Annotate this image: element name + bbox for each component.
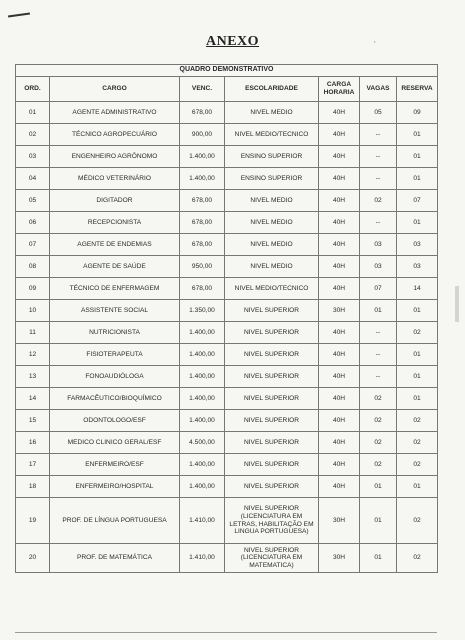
cell-ord: 12 — [16, 344, 50, 366]
cell-vagas: 01 — [360, 544, 397, 573]
cell-reserva: 01 — [397, 344, 438, 366]
cell-escolaridade: NIVEL MEDIO — [225, 212, 319, 234]
cell-carga: 30H — [319, 544, 360, 573]
cell-escolaridade: NIVEL SUPERIOR — [225, 322, 319, 344]
cell-cargo: FONOAUDIÓLOGA — [50, 366, 180, 388]
cell-cargo: ENFERMEIRO/ESF — [50, 454, 180, 476]
cell-cargo: FARMACÊUTICO/BIOQUÍMICO — [50, 388, 180, 410]
cell-ord: 08 — [16, 256, 50, 278]
bottom-rule — [15, 632, 437, 633]
cell-reserva: 02 — [397, 454, 438, 476]
cell-carga: 40H — [319, 190, 360, 212]
cell-carga: 40H — [319, 168, 360, 190]
cell-escolaridade: NIVEL MEDIO — [225, 234, 319, 256]
cell-reserva: 01 — [397, 366, 438, 388]
cell-carga: 40H — [319, 322, 360, 344]
cell-vagas: -- — [360, 124, 397, 146]
cell-ord: 13 — [16, 366, 50, 388]
table-row — [16, 102, 438, 124]
cell-carga: 40H — [319, 256, 360, 278]
cell-reserva: 01 — [397, 300, 438, 322]
cell-cargo: AGENTE ADMINISTRATIVO — [50, 102, 180, 124]
cell-venc: 1.410,00 — [180, 498, 225, 544]
cell-cargo: ENFERMEIRO/HOSPITAL — [50, 476, 180, 498]
cell-reserva: 02 — [397, 498, 438, 544]
cell-escolaridade: NIVEL MEDIO — [225, 190, 319, 212]
cell-ord: 10 — [16, 300, 50, 322]
header-escolaridade: ESCOLARIDADE — [225, 77, 319, 102]
cell-vagas: 02 — [360, 432, 397, 454]
table-row — [16, 432, 438, 454]
cell-carga: 40H — [319, 476, 360, 498]
cell-vagas: 03 — [360, 234, 397, 256]
cell-ord: 01 — [16, 102, 50, 124]
cell-ord: 20 — [16, 544, 50, 573]
cell-vagas: 03 — [360, 256, 397, 278]
cell-carga: 30H — [319, 498, 360, 544]
table-row — [16, 454, 438, 476]
cell-venc: 678,00 — [180, 190, 225, 212]
cell-carga: 40H — [319, 366, 360, 388]
cell-vagas: 01 — [360, 476, 397, 498]
cell-cargo: AGENTE DE ENDEMIAS — [50, 234, 180, 256]
table-row — [16, 410, 438, 432]
cell-escolaridade: NIVEL SUPERIOR — [225, 300, 319, 322]
cell-venc: 1.400,00 — [180, 454, 225, 476]
cell-vagas: 01 — [360, 300, 397, 322]
cell-venc: 678,00 — [180, 278, 225, 300]
cell-ord: 14 — [16, 388, 50, 410]
cell-carga: 40H — [319, 146, 360, 168]
cell-venc: 1.400,00 — [180, 410, 225, 432]
header-reserva: RESERVA — [397, 77, 438, 102]
cell-reserva: 01 — [397, 146, 438, 168]
cell-carga: 40H — [319, 234, 360, 256]
cell-carga: 40H — [319, 344, 360, 366]
cell-ord: 02 — [16, 124, 50, 146]
cell-venc: 1.400,00 — [180, 366, 225, 388]
table-row — [16, 124, 438, 146]
cell-venc: 1.400,00 — [180, 146, 225, 168]
cell-carga: 40H — [319, 278, 360, 300]
cell-cargo: TÉCNICO AGROPECUÁRIO — [50, 124, 180, 146]
cell-vagas: 01 — [360, 498, 397, 544]
cell-carga: 40H — [319, 124, 360, 146]
cell-cargo: DIGITADOR — [50, 190, 180, 212]
cell-venc: 678,00 — [180, 234, 225, 256]
table-title: QUADRO DEMONSTRATIVO — [16, 65, 438, 77]
cell-reserva: 01 — [397, 168, 438, 190]
table-row — [16, 190, 438, 212]
cell-venc: 1.400,00 — [180, 344, 225, 366]
cell-venc: 900,00 — [180, 124, 225, 146]
cell-ord: 03 — [16, 146, 50, 168]
cell-escolaridade: NIVEL SUPERIOR — [225, 388, 319, 410]
cell-reserva: 01 — [397, 388, 438, 410]
cell-venc: 1.410,00 — [180, 544, 225, 573]
table-row — [16, 322, 438, 344]
table-row — [16, 256, 438, 278]
quadro-demonstrativo-table — [15, 64, 438, 573]
cell-cargo: PROF. DE MATEMÁTICA — [50, 544, 180, 573]
cell-reserva: 09 — [397, 102, 438, 124]
cell-escolaridade: NIVEL SUPERIOR (LICENCIATURA EM LETRAS, HABILITAÇÃO EM LINGUA PORTUGUESA) — [225, 498, 319, 544]
cell-escolaridade: ENSINO SUPERIOR — [225, 146, 319, 168]
cell-carga: 40H — [319, 410, 360, 432]
cell-escolaridade: NIVEL MEDIO/TECNICO — [225, 124, 319, 146]
cell-vagas: 02 — [360, 410, 397, 432]
cell-venc: 678,00 — [180, 102, 225, 124]
cell-cargo: PROF. DE LÍNGUA PORTUGUESA — [50, 498, 180, 544]
cell-reserva: 01 — [397, 212, 438, 234]
cell-vagas: -- — [360, 366, 397, 388]
cell-carga: 40H — [319, 454, 360, 476]
cell-cargo: NUTRICIONISTA — [50, 322, 180, 344]
cell-vagas: -- — [360, 322, 397, 344]
table-row — [16, 498, 438, 544]
cell-reserva: 01 — [397, 124, 438, 146]
cell-reserva: 02 — [397, 410, 438, 432]
header-venc: VENC. — [180, 77, 225, 102]
cell-reserva: 07 — [397, 190, 438, 212]
cell-escolaridade: NIVEL SUPERIOR — [225, 344, 319, 366]
cell-ord: 17 — [16, 454, 50, 476]
page-title: ANEXO — [205, 34, 260, 49]
table-row — [16, 278, 438, 300]
header-vagas: VAGAS — [360, 77, 397, 102]
cell-venc: 678,00 — [180, 212, 225, 234]
table-row — [16, 234, 438, 256]
cell-ord: 07 — [16, 234, 50, 256]
cell-reserva: 01 — [397, 476, 438, 498]
cell-venc: 950,00 — [180, 256, 225, 278]
cell-cargo: MEDICO CLINICO GERAL/ESF — [50, 432, 180, 454]
cell-escolaridade: NIVEL MEDIO/TECNICO — [225, 278, 319, 300]
cell-vagas: 05 — [360, 102, 397, 124]
cell-vagas: 02 — [360, 454, 397, 476]
cell-venc: 1.400,00 — [180, 388, 225, 410]
cell-venc: 1.400,00 — [180, 476, 225, 498]
table-row — [16, 476, 438, 498]
cell-reserva: 02 — [397, 432, 438, 454]
scan-edge-mark — [455, 286, 459, 322]
cell-escolaridade: NIVEL SUPERIOR — [225, 410, 319, 432]
cell-reserva: 02 — [397, 544, 438, 573]
table-row — [16, 366, 438, 388]
cell-ord: 18 — [16, 476, 50, 498]
cell-vagas: 02 — [360, 388, 397, 410]
cell-ord: 16 — [16, 432, 50, 454]
cell-venc: 1.400,00 — [180, 168, 225, 190]
cell-cargo: ASSISTENTE SOCIAL — [50, 300, 180, 322]
header-carga-horaria: CARGA HORARIA — [319, 77, 360, 102]
cell-vagas: -- — [360, 168, 397, 190]
cell-reserva: 14 — [397, 278, 438, 300]
cell-escolaridade: NIVEL SUPERIOR — [225, 432, 319, 454]
cell-venc: 1.350,00 — [180, 300, 225, 322]
cell-reserva: 03 — [397, 234, 438, 256]
cell-carga: 40H — [319, 432, 360, 454]
cell-escolaridade: NIVEL MEDIO — [225, 102, 319, 124]
table-row — [16, 212, 438, 234]
cell-reserva: 02 — [397, 322, 438, 344]
cell-ord: 19 — [16, 498, 50, 544]
cell-vagas: 02 — [360, 190, 397, 212]
cell-cargo: TÉCNICO DE ENFERMAGEM — [50, 278, 180, 300]
header-ord: ORD. — [16, 77, 50, 102]
table-row — [16, 544, 438, 573]
cell-escolaridade: NIVEL SUPERIOR (LICENCIATURA EM MATEMATICA) — [225, 544, 319, 573]
cell-vagas: -- — [360, 344, 397, 366]
cell-escolaridade: NIVEL SUPERIOR — [225, 454, 319, 476]
scan-mark-tick: ' — [374, 40, 376, 49]
cell-venc: 1.400,00 — [180, 322, 225, 344]
scan-mark-dash — [8, 12, 30, 17]
cell-vagas: -- — [360, 146, 397, 168]
cell-escolaridade: NIVEL SUPERIOR — [225, 476, 319, 498]
cell-carga: 40H — [319, 388, 360, 410]
cell-cargo: FISIOTERAPEUTA — [50, 344, 180, 366]
cell-ord: 05 — [16, 190, 50, 212]
cell-escolaridade: NIVEL MEDIO — [225, 256, 319, 278]
cell-reserva: 03 — [397, 256, 438, 278]
table-row — [16, 388, 438, 410]
cell-ord: 15 — [16, 410, 50, 432]
table-row — [16, 168, 438, 190]
cell-carga: 40H — [319, 212, 360, 234]
cell-carga: 30H — [319, 300, 360, 322]
cell-venc: 4.500,00 — [180, 432, 225, 454]
cell-cargo: RECEPCIONISTA — [50, 212, 180, 234]
cell-escolaridade: NIVEL SUPERIOR — [225, 366, 319, 388]
cell-carga: 40H — [319, 102, 360, 124]
cell-vagas: -- — [360, 212, 397, 234]
cell-ord: 09 — [16, 278, 50, 300]
cell-vagas: 07 — [360, 278, 397, 300]
header-cargo: CARGO — [50, 77, 180, 102]
table-row — [16, 146, 438, 168]
cell-ord: 06 — [16, 212, 50, 234]
cell-ord: 04 — [16, 168, 50, 190]
cell-cargo: AGENTE DE SAÚDE — [50, 256, 180, 278]
table-row — [16, 344, 438, 366]
cell-escolaridade: ENSINO SUPERIOR — [225, 168, 319, 190]
cell-cargo: MÉDICO VETERINÁRIO — [50, 168, 180, 190]
cell-cargo: ENGENHEIRO AGRÔNOMO — [50, 146, 180, 168]
table-row — [16, 300, 438, 322]
cell-ord: 11 — [16, 322, 50, 344]
cell-cargo: ODONTOLOGO/ESF — [50, 410, 180, 432]
